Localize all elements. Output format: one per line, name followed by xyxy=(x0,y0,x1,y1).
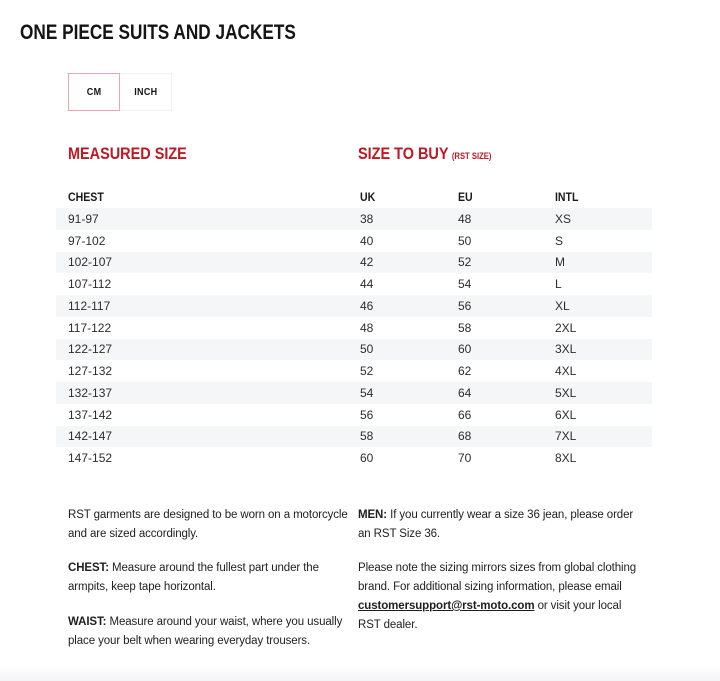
cell-uk: 42 xyxy=(360,255,374,270)
note-global-sizing xyxy=(358,559,646,634)
cell-intl: 8XL xyxy=(555,451,577,466)
cell-uk: 54 xyxy=(360,385,374,400)
note-chest xyxy=(68,559,358,596)
cell-chest: 137-142 xyxy=(68,407,113,422)
size-to-buy-heading-text: SIZE TO BUY xyxy=(358,144,449,163)
note-chest-text: Measure around the fullest part under the armpits, keep tape horizontal. xyxy=(68,562,319,594)
cell-chest: 102-107 xyxy=(68,255,113,270)
cell-intl: S xyxy=(555,233,564,248)
size-table xyxy=(56,185,652,469)
cell-uk: 52 xyxy=(360,364,374,379)
cell-eu: 58 xyxy=(458,320,472,335)
cell-chest: 117-122 xyxy=(68,320,112,335)
table-row xyxy=(56,317,652,339)
cell-chest: 122-127 xyxy=(68,342,113,357)
cell-intl: 2XL xyxy=(555,320,577,335)
table-row xyxy=(56,295,652,317)
cell-intl: 4XL xyxy=(555,364,577,379)
unit-toggle xyxy=(68,73,172,111)
table-row xyxy=(56,426,652,448)
table-row xyxy=(56,382,652,404)
note-men xyxy=(358,506,646,543)
cell-chest: 107-112 xyxy=(68,277,112,292)
cell-intl: M xyxy=(555,255,565,270)
cell-uk: 40 xyxy=(360,233,374,248)
size-to-buy-heading xyxy=(358,144,491,164)
cell-uk: 50 xyxy=(360,342,374,357)
cell-uk: 56 xyxy=(360,407,374,422)
inch-button[interactable] xyxy=(120,73,172,111)
cell-uk: 48 xyxy=(360,320,374,335)
cell-eu: 64 xyxy=(458,385,472,400)
cell-eu: 66 xyxy=(458,407,472,422)
notes-left-column xyxy=(68,506,358,666)
table-row xyxy=(56,273,652,295)
note-waist-label: WAIST: xyxy=(68,615,107,628)
cell-chest: 91-97 xyxy=(68,211,99,226)
cell-intl: 7XL xyxy=(555,429,577,444)
column-header-eu: EU xyxy=(458,189,473,204)
bottom-edge-bar xyxy=(0,665,720,681)
cell-eu: 52 xyxy=(458,255,472,270)
cell-uk: 44 xyxy=(360,277,374,292)
measured-size-heading-text: MEASURED SIZE xyxy=(68,144,187,163)
cell-intl: 5XL xyxy=(555,385,577,400)
table-row xyxy=(56,230,652,252)
cell-chest: 147-152 xyxy=(68,451,113,466)
page-title: ONE PIECE SUITS AND JACKETS xyxy=(20,21,296,44)
cell-eu: 50 xyxy=(458,233,472,248)
cell-intl: L xyxy=(555,277,562,292)
note-garments xyxy=(68,506,358,543)
column-header-intl: INTL xyxy=(555,189,579,204)
measured-size-heading xyxy=(68,144,187,164)
notes-right-column xyxy=(358,506,646,666)
column-header-uk: UK xyxy=(360,189,376,204)
note-chest-label: CHEST: xyxy=(68,562,109,575)
cell-intl: XS xyxy=(555,211,572,226)
table-row xyxy=(56,252,652,274)
table-row xyxy=(56,447,652,469)
note-waist xyxy=(68,613,358,650)
note-men-text: If you currently wear a size 36 jean, please order an RST Size 36. xyxy=(358,509,634,540)
table-row xyxy=(56,339,652,361)
cell-eu: 68 xyxy=(458,429,472,444)
table-row xyxy=(56,360,652,382)
note-garments-text: RST garments are designed to be worn on a motorcycle and are sized accordingly. xyxy=(68,509,348,540)
cell-eu: 56 xyxy=(458,298,472,313)
cell-eu: 70 xyxy=(458,451,472,466)
cell-chest: 142-147 xyxy=(68,429,113,444)
cell-intl: 3XL xyxy=(555,342,577,357)
cell-uk: 60 xyxy=(360,451,374,466)
size-table-body xyxy=(56,208,652,469)
cell-eu: 60 xyxy=(458,342,472,357)
table-row xyxy=(56,404,652,426)
note-global-sizing-text: Please note the sizing mirrors sizes from global clothing brand. For additional sizing information, please email xyxy=(358,562,637,594)
cell-chest: 97-102 xyxy=(68,233,106,248)
cell-eu: 62 xyxy=(458,364,472,379)
size-table-header xyxy=(56,185,652,208)
inch-button-label: INCH xyxy=(133,86,158,98)
cell-eu: 54 xyxy=(458,277,472,292)
column-header-chest: CHEST xyxy=(68,189,104,204)
cell-uk: 58 xyxy=(360,429,374,444)
cell-chest: 127-132 xyxy=(68,364,113,379)
sizing-notes xyxy=(68,506,646,666)
cell-uk: 38 xyxy=(360,211,374,226)
cm-button-label: CM xyxy=(86,86,102,98)
note-waist-text: Measure around your waist, where you usually place your belt when wearing everyday trousers. xyxy=(68,615,343,647)
cell-intl: 6XL xyxy=(555,407,577,422)
cell-chest: 112-117 xyxy=(68,298,111,313)
cell-uk: 46 xyxy=(360,298,374,313)
note-global-sizing-text-after: or visit your local RST dealer. xyxy=(358,599,622,631)
cell-eu: 48 xyxy=(458,211,472,226)
cell-chest: 132-137 xyxy=(68,385,113,400)
customer-support-email-link[interactable]: customersupport@rst-moto.com xyxy=(358,599,535,612)
note-men-label: MEN: xyxy=(358,509,387,521)
cm-button[interactable] xyxy=(68,73,120,111)
cell-intl: XL xyxy=(555,298,570,313)
table-row xyxy=(56,208,652,230)
rst-size-note: (RST SIZE) xyxy=(451,151,492,161)
